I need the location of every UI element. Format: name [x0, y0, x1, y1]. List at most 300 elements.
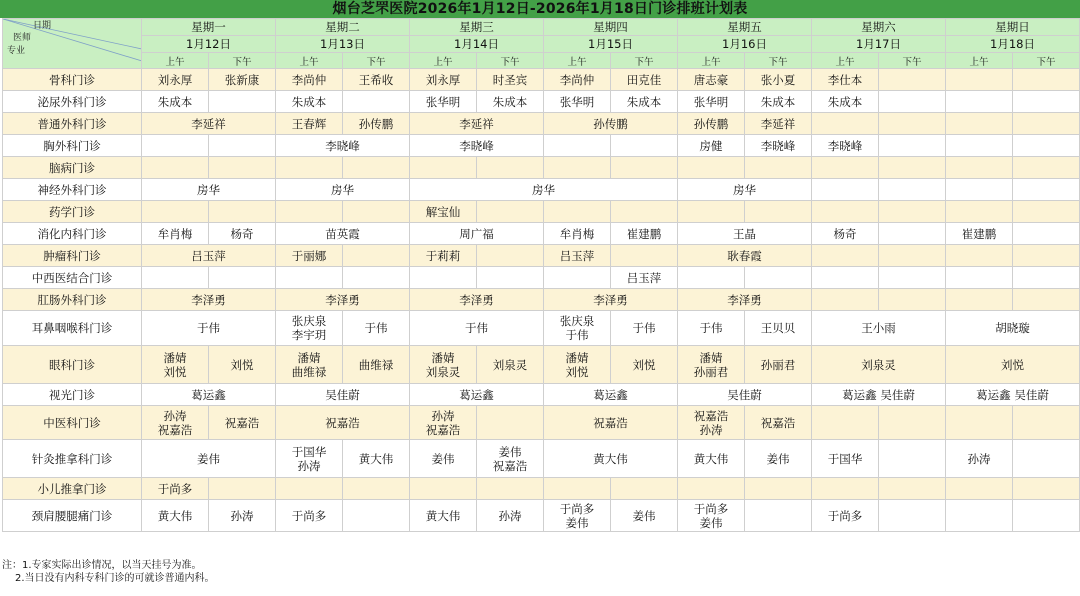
doctor-cell: [745, 267, 812, 289]
doctor-cell: 张华明: [410, 91, 477, 113]
doctor-name-line: 潘婧: [699, 350, 723, 365]
doctor-cell: 祝嘉浩: [276, 406, 410, 440]
table-row: [3, 201, 1080, 223]
table-row: [3, 135, 1080, 157]
am-header: 上午: [678, 53, 745, 69]
doctor-cell: 李尚仲: [544, 69, 611, 91]
table-row: [3, 384, 1080, 406]
doctor-cell: [946, 113, 1013, 135]
doctor-cell: [678, 478, 745, 500]
doctor-cell: 李泽勇: [678, 289, 812, 311]
doctor-cell: [142, 406, 209, 440]
doctor-name-line: 于尚多: [693, 501, 729, 516]
doctor-name-line: 孙涛: [297, 458, 321, 473]
doctor-cell: 于丽娜: [276, 245, 343, 267]
doctor-cell: 李仕本: [812, 69, 879, 91]
doctor-cell: [142, 135, 209, 157]
doctor-cell: [410, 406, 477, 440]
doctor-cell: [209, 135, 276, 157]
doctor-cell: [477, 267, 544, 289]
doctor-cell: 黄大伟: [678, 440, 745, 478]
doctor-cell: [611, 135, 678, 157]
doctor-cell: 葛运鑫 吴佳蔚: [946, 384, 1080, 406]
am-header: 上午: [410, 53, 477, 69]
doctor-cell: [946, 289, 1013, 311]
doctor-cell: [276, 267, 343, 289]
table-row: [3, 406, 1080, 440]
doctor-cell: [946, 245, 1013, 267]
doctor-cell: [946, 201, 1013, 223]
department-name: 普通外科门诊: [3, 113, 142, 135]
doctor-cell: [678, 406, 745, 440]
department-name: 中西医结合门诊: [3, 267, 142, 289]
doctor-cell: 孙涛: [946, 440, 1013, 478]
doctor-cell: [1013, 223, 1080, 245]
am-header: 上午: [142, 53, 209, 69]
doctor-cell: [812, 179, 879, 201]
doctor-cell: 李泽勇: [276, 289, 410, 311]
doctor-cell: 王小雨: [812, 311, 946, 346]
pm-header: 下午: [343, 53, 410, 69]
date-header: 1月16日: [678, 36, 812, 53]
doctor-cell: 李延祥: [410, 113, 544, 135]
doctor-cell: 杨奇: [209, 223, 276, 245]
department-name: 中医科门诊: [3, 406, 142, 440]
date-header: 1月15日: [544, 36, 678, 53]
department-name: 脑病门诊: [3, 157, 142, 179]
doctor-cell: [1013, 201, 1080, 223]
doctor-cell: 崔建鹏: [946, 223, 1013, 245]
corner-specialty-label: 专业: [7, 46, 26, 56]
doctor-cell: 解宝仙: [410, 201, 477, 223]
doctor-cell: 李泽勇: [544, 289, 678, 311]
doctor-cell: 孙涛: [209, 500, 276, 532]
doctor-cell: 王希收: [343, 69, 410, 91]
doctor-cell: 张小夏: [745, 69, 812, 91]
doctor-cell: [142, 346, 209, 384]
doctor-cell: [276, 201, 343, 223]
department-name: 针灸推拿科门诊: [3, 440, 142, 478]
doctor-cell: 于尚多: [812, 500, 879, 532]
doctor-cell: 吕玉萍: [142, 245, 276, 267]
doctor-cell: 姜伟: [611, 500, 678, 532]
doctor-cell: [276, 440, 343, 478]
pm-header: 下午: [745, 53, 812, 69]
doctor-cell: [611, 478, 678, 500]
doctor-cell: 孙传鹏: [678, 113, 745, 135]
doctor-cell: [678, 201, 745, 223]
doctor-cell: [209, 267, 276, 289]
doctor-name-line: 孙涛: [699, 422, 723, 437]
department-name: 胸外科门诊: [3, 135, 142, 157]
doctor-cell: 朱成本: [477, 91, 544, 113]
doctor-cell: 刘永厚: [142, 69, 209, 91]
doctor-name-line: 潘婧: [163, 350, 187, 365]
doctor-cell: [1013, 135, 1080, 157]
doctor-cell: [343, 267, 410, 289]
doctor-cell: 李晓峰: [276, 135, 410, 157]
doctor-cell: [1013, 113, 1080, 135]
doctor-name-line: 曲维禄: [291, 364, 327, 379]
doctor-cell: 李延祥: [745, 113, 812, 135]
doctor-name-line: 潘婧: [297, 350, 321, 365]
doctor-name-line: 于尚多: [559, 501, 595, 516]
doctor-cell: [1013, 179, 1080, 201]
department-name: 眼科门诊: [3, 346, 142, 384]
department-name: 肿瘤科门诊: [3, 245, 142, 267]
table-row: [3, 478, 1080, 500]
doctor-cell: [544, 478, 611, 500]
doctor-cell: 刘悦: [209, 346, 276, 384]
doctor-cell: [812, 406, 879, 440]
weekday-header: 星期日: [946, 19, 1080, 36]
doctor-cell: 王春辉: [276, 113, 343, 135]
doctor-name-line: 祝嘉浩: [157, 422, 193, 437]
doctor-cell: 黄大伟: [343, 440, 410, 478]
doctor-cell: [812, 289, 879, 311]
doctor-cell: [879, 91, 946, 113]
doctor-cell: [946, 157, 1013, 179]
doctor-cell: 刘永厚: [410, 69, 477, 91]
doctor-cell: 葛运鑫: [410, 384, 544, 406]
doctor-name-line: 孙涛: [163, 408, 187, 423]
doctor-cell: [879, 201, 946, 223]
am-header: 上午: [946, 53, 1013, 69]
doctor-cell: [410, 267, 477, 289]
doctor-cell: 于尚多: [276, 500, 343, 532]
doctor-cell: [879, 113, 946, 135]
doctor-cell: [1013, 440, 1080, 478]
table-row: [3, 113, 1080, 135]
doctor-cell: [879, 267, 946, 289]
doctor-cell: [1013, 91, 1080, 113]
doctor-cell: 王晶: [678, 223, 812, 245]
doctor-name-line: 刘泉灵: [425, 364, 461, 379]
doctor-cell: 刘悦: [946, 346, 1080, 384]
doctor-cell: [879, 179, 946, 201]
doctor-cell: 于伟: [410, 311, 544, 346]
doctor-cell: 祝嘉浩: [544, 406, 678, 440]
department-name: 神经外科门诊: [3, 179, 142, 201]
doctor-cell: 李晓峰: [410, 135, 544, 157]
doctor-cell: [343, 91, 410, 113]
doctor-name-line: 刘悦: [565, 364, 589, 379]
doctor-cell: 李延祥: [142, 113, 276, 135]
doctor-cell: 葛运鑫 吴佳蔚: [812, 384, 946, 406]
doctor-cell: 姜伟: [410, 440, 477, 478]
department-name: 消化内科门诊: [3, 223, 142, 245]
doctor-cell: 时圣宾: [477, 69, 544, 91]
doctor-cell: [879, 69, 946, 91]
doctor-name-line: 刘悦: [163, 364, 187, 379]
department-name: 颈肩腰腿痛门诊: [3, 500, 142, 532]
doctor-cell: 李晓峰: [745, 135, 812, 157]
doctor-cell: [209, 201, 276, 223]
doctor-cell: [879, 406, 946, 440]
weekday-header: 星期三: [410, 19, 544, 36]
doctor-cell: [1013, 69, 1080, 91]
date-header: 1月12日: [142, 36, 276, 53]
doctor-cell: 姜伟: [745, 440, 812, 478]
doctor-cell: [946, 135, 1013, 157]
doctor-cell: [209, 478, 276, 500]
doctor-cell: [544, 500, 611, 532]
doctor-cell: [410, 478, 477, 500]
table-row: [3, 91, 1080, 113]
doctor-cell: [879, 478, 946, 500]
doctor-cell: 房健: [678, 135, 745, 157]
date-header: 1月14日: [410, 36, 544, 53]
doctor-cell: [343, 157, 410, 179]
department-name: 骨科门诊: [3, 69, 142, 91]
department-name: 肛肠外科门诊: [3, 289, 142, 311]
doctor-cell: 耿春霞: [678, 245, 812, 267]
doctor-name-line: 祝嘉浩: [492, 458, 528, 473]
doctor-cell: 唐志豪: [678, 69, 745, 91]
doctor-cell: 孙涛: [477, 500, 544, 532]
doctor-cell: [1013, 245, 1080, 267]
pm-header: 下午: [611, 53, 678, 69]
doctor-cell: 苗英霞: [276, 223, 410, 245]
pm-header: 下午: [209, 53, 276, 69]
doctor-cell: 吴佳蔚: [678, 384, 812, 406]
doctor-cell: [544, 267, 611, 289]
doctor-cell: 房华: [142, 179, 276, 201]
doctor-cell: 祝嘉浩: [209, 406, 276, 440]
am-header: 上午: [812, 53, 879, 69]
doctor-cell: 朱成本: [142, 91, 209, 113]
doctor-cell: [410, 157, 477, 179]
doctor-cell: 刘泉灵: [477, 346, 544, 384]
doctor-cell: [879, 157, 946, 179]
doctor-cell: [343, 478, 410, 500]
corner-doctor-label: 医师: [13, 33, 32, 43]
doctor-cell: 黄大伟: [410, 500, 477, 532]
doctor-cell: [477, 157, 544, 179]
doctor-cell: [611, 201, 678, 223]
doctor-cell: [946, 406, 1013, 440]
doctor-cell: [611, 245, 678, 267]
department-name: 视光门诊: [3, 384, 142, 406]
doctor-cell: [812, 157, 879, 179]
doctor-cell: 李泽勇: [410, 289, 544, 311]
doctor-cell: [477, 406, 544, 440]
doctor-cell: [745, 478, 812, 500]
table-row: [3, 311, 1080, 346]
doctor-cell: [544, 157, 611, 179]
doctor-cell: [879, 289, 946, 311]
doctor-cell: [343, 245, 410, 267]
doctor-cell: [142, 201, 209, 223]
doctor-cell: 王贝贝: [745, 311, 812, 346]
doctor-cell: [611, 157, 678, 179]
doctor-name-line: 孙丽君: [693, 364, 729, 379]
table-row: [3, 179, 1080, 201]
doctor-cell: [879, 135, 946, 157]
footnote-2: 2.当日没有内科专科门诊的可就诊普通内科。: [15, 572, 215, 584]
doctor-cell: [946, 91, 1013, 113]
doctor-cell: 张新康: [209, 69, 276, 91]
doctor-cell: [745, 201, 812, 223]
doctor-cell: [745, 157, 812, 179]
doctor-name-line: 姜伟: [699, 515, 723, 530]
department-name: 药学门诊: [3, 201, 142, 223]
doctor-cell: 朱成本: [812, 91, 879, 113]
doctor-cell: 牟肖梅: [544, 223, 611, 245]
doctor-cell: 周广福: [410, 223, 544, 245]
doctor-name-line: 祝嘉浩: [693, 408, 729, 423]
table-row: [3, 69, 1080, 91]
doctor-cell: [812, 267, 879, 289]
page-title: 烟台芝罘医院2026年1月12日-2026年1月18日门诊排班计划表: [0, 0, 1080, 18]
doctor-cell: [544, 311, 611, 346]
doctor-cell: 孙丽君: [745, 346, 812, 384]
doctor-cell: [812, 478, 879, 500]
doctor-cell: 于伟: [678, 311, 745, 346]
doctor-cell: 黄大伟: [544, 440, 678, 478]
doctor-cell: 于伟: [343, 311, 410, 346]
doctor-cell: 朱成本: [611, 91, 678, 113]
doctor-name-line: 祝嘉浩: [425, 422, 461, 437]
weekday-header: 星期五: [678, 19, 812, 36]
doctor-cell: 崔建鹏: [611, 223, 678, 245]
doctor-cell: [544, 201, 611, 223]
doctor-cell: [1013, 406, 1080, 440]
doctor-cell: [946, 267, 1013, 289]
am-header: 上午: [544, 53, 611, 69]
doctor-cell: 杨奇: [812, 223, 879, 245]
doctor-cell: [209, 157, 276, 179]
table-row: [3, 500, 1080, 532]
doctor-cell: 刘悦: [611, 346, 678, 384]
table-corner-header: [3, 19, 142, 69]
department-name: 小儿推拿门诊: [3, 478, 142, 500]
doctor-cell: [544, 346, 611, 384]
doctor-cell: [1013, 289, 1080, 311]
doctor-cell: [678, 157, 745, 179]
doctor-cell: 李泽勇: [142, 289, 276, 311]
doctor-cell: 于国华: [812, 440, 879, 478]
doctor-cell: [812, 245, 879, 267]
doctor-cell: [812, 201, 879, 223]
department-name: 耳鼻咽喉科门诊: [3, 311, 142, 346]
doctor-name-line: 孙涛: [431, 408, 455, 423]
doctor-cell: [946, 69, 1013, 91]
pm-header: 下午: [879, 53, 946, 69]
doctor-cell: 于莉莉: [410, 245, 477, 267]
doctor-cell: [812, 113, 879, 135]
corner-diagonal-lines: [3, 19, 142, 67]
doctor-name-line: 张庆泉: [291, 314, 327, 328]
doctor-name-line: 姜伟: [565, 515, 589, 530]
doctor-cell: [343, 500, 410, 532]
doctor-name-line: 于伟: [565, 328, 589, 342]
footnotes: [2, 560, 1072, 585]
doctor-cell: 房华: [678, 179, 812, 201]
doctor-cell: 于伟: [142, 311, 276, 346]
doctor-cell: 张华明: [544, 91, 611, 113]
doctor-cell: [477, 201, 544, 223]
doctor-cell: 吴佳蔚: [276, 384, 410, 406]
doctor-cell: [946, 500, 1013, 532]
footnote-1: 注：1.专家实际出诊情况，以当天挂号为准。: [2, 560, 202, 571]
table-row: [3, 346, 1080, 384]
doctor-name-line: 于国华: [291, 444, 327, 459]
doctor-cell: [276, 311, 343, 346]
doctor-cell: 于尚多: [142, 478, 209, 500]
doctor-cell: [142, 157, 209, 179]
weekday-header: 星期四: [544, 19, 678, 36]
weekday-header: 星期一: [142, 19, 276, 36]
doctor-cell: [343, 201, 410, 223]
doctor-cell: [544, 135, 611, 157]
doctor-cell: [946, 179, 1013, 201]
department-name: 泌尿外科门诊: [3, 91, 142, 113]
am-header: 上午: [276, 53, 343, 69]
corner-date-label: 日期: [33, 21, 52, 31]
doctor-cell: [276, 346, 343, 384]
doctor-cell: [477, 478, 544, 500]
doctor-cell: [678, 267, 745, 289]
doctor-cell: [946, 478, 1013, 500]
doctor-cell: [745, 500, 812, 532]
table-row: [3, 245, 1080, 267]
doctor-cell: 刘泉灵: [812, 346, 946, 384]
doctor-cell: 房华: [276, 179, 410, 201]
doctor-cell: [1013, 267, 1080, 289]
doctor-cell: [410, 346, 477, 384]
doctor-name-line: 潘婧: [431, 350, 455, 365]
doctor-cell: 张华明: [678, 91, 745, 113]
doctor-cell: [477, 440, 544, 478]
doctor-cell: 田克佳: [611, 69, 678, 91]
doctor-cell: 姜伟: [142, 440, 276, 478]
weekday-header: 星期六: [812, 19, 946, 36]
doctor-cell: 黄大伟: [142, 500, 209, 532]
doctor-cell: 朱成本: [745, 91, 812, 113]
pm-header: 下午: [1013, 53, 1080, 69]
date-header: 1月17日: [812, 36, 946, 53]
table-row: [3, 157, 1080, 179]
doctor-name-line: 潘婧: [565, 350, 589, 365]
doctor-cell: [1013, 157, 1080, 179]
doctor-cell: [209, 91, 276, 113]
schedule-table: [2, 18, 1080, 532]
doctor-cell: 吕玉萍: [544, 245, 611, 267]
table-row: [3, 289, 1080, 311]
doctor-cell: 于伟: [611, 311, 678, 346]
doctor-cell: 孙传鹏: [544, 113, 678, 135]
doctor-cell: 曲维禄: [343, 346, 410, 384]
doctor-cell: 李晓峰: [812, 135, 879, 157]
doctor-cell: 孙传鹏: [343, 113, 410, 135]
table-row: [3, 267, 1080, 289]
doctor-cell: 葛运鑫: [544, 384, 678, 406]
doctor-name-line: 张庆泉: [559, 314, 595, 328]
doctor-cell: [678, 346, 745, 384]
doctor-cell: [1013, 500, 1080, 532]
doctor-cell: [276, 157, 343, 179]
doctor-name-line: 李宇玥: [291, 328, 327, 342]
doctor-name-line: 姜伟: [498, 444, 522, 459]
doctor-cell: [879, 440, 946, 478]
doctor-cell: 房华: [410, 179, 678, 201]
date-header: 1月18日: [946, 36, 1080, 53]
date-header: 1月13日: [276, 36, 410, 53]
table-row: [3, 223, 1080, 245]
doctor-cell: 李尚仲: [276, 69, 343, 91]
table-row: [3, 440, 1080, 478]
